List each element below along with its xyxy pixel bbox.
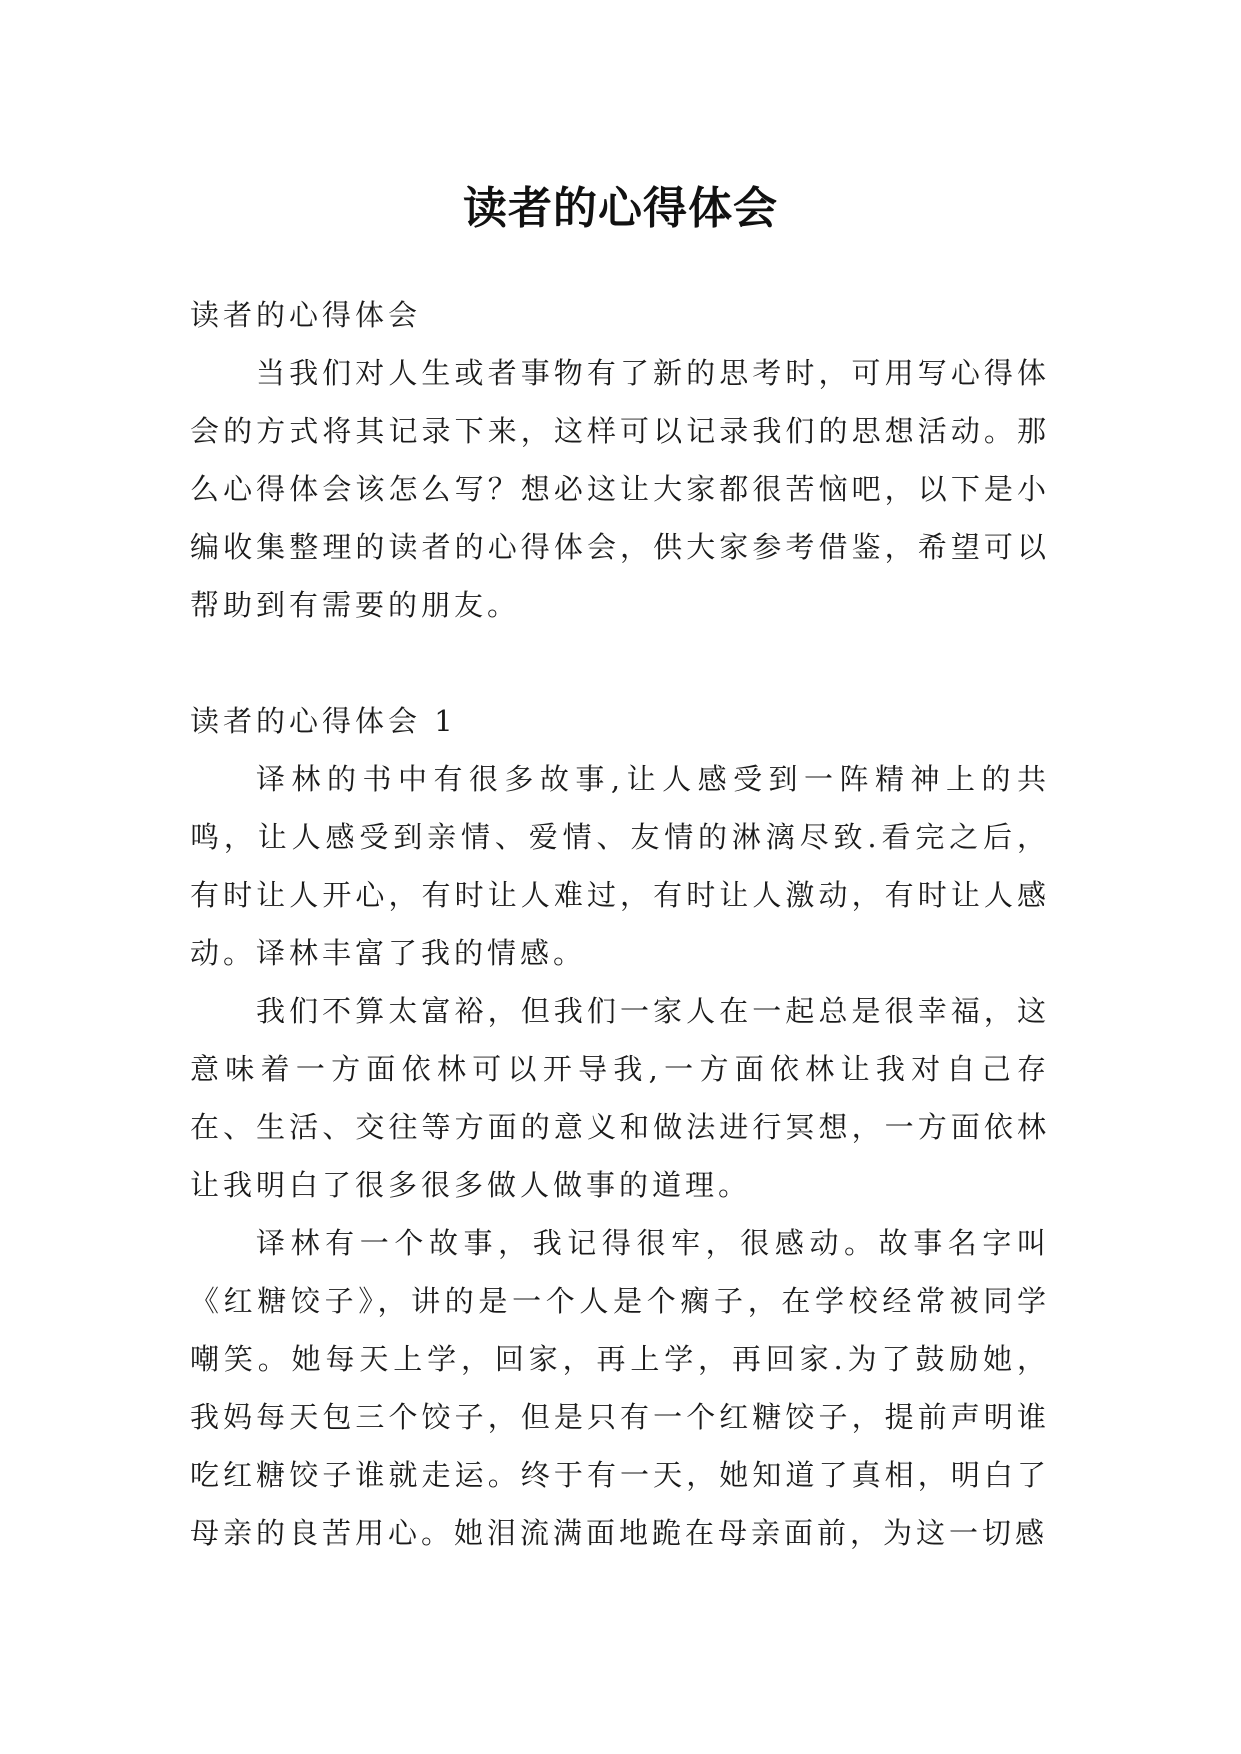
intro-paragraph: 当我们对人生或者事物有了新的思考时，可用写心得体会的方式将其记录下来，这样可以记录我们的思想活动。那么心得体会该怎么写？想必这让大家都很苦恼吧，以下是小编收集整理的读者的心得体会，供大家参考借鉴，希望可以帮助到有需要的朋友。 [190,356,1050,622]
section-1-paragraph-1: 译林的书中有很多故事,让人感受到一阵精神上的共鸣，让人感受到亲情、爱情、友情的淋漓尽致.看完之后，有时让人开心，有时让人难过，有时让人激动，有时让人感动。译林丰富了我的情感。 [190,762,1050,970]
section-spacer [190,634,1050,692]
section-1-paragraph-3: 译林有一个故事，我记得很牢，很感动。故事名字叫《红糖饺子》，讲的是一个人是个瘸子，在学校经常被同学嘲笑。她每天上学，回家，再上学，再回家.为了鼓励她，我妈每天包三个饺子，但是只有一个红糖饺子，提前声明谁吃红糖饺子谁就走运。终于有一天，她知道了真相，明白了母亲的良苦用心。她泪流满面地跪在母亲面前，为这一切感 [190,1226,1050,1550]
document-body [190,286,1050,1562]
document-title: 读者的心得体会 [463,183,778,235]
intro-heading: 读者的心得体会 [190,298,422,332]
section-1-heading: 读者的心得体会 1 [190,704,457,738]
section-1-paragraph-2: 我们不算太富裕，但我们一家人在一起总是很幸福，这意味着一方面依林可以开导我,一方面依林让我对自己存在、生活、交往等方面的意义和做法进行冥想，一方面依林让我明白了很多很多做人做事的道理。 [190,994,1050,1202]
